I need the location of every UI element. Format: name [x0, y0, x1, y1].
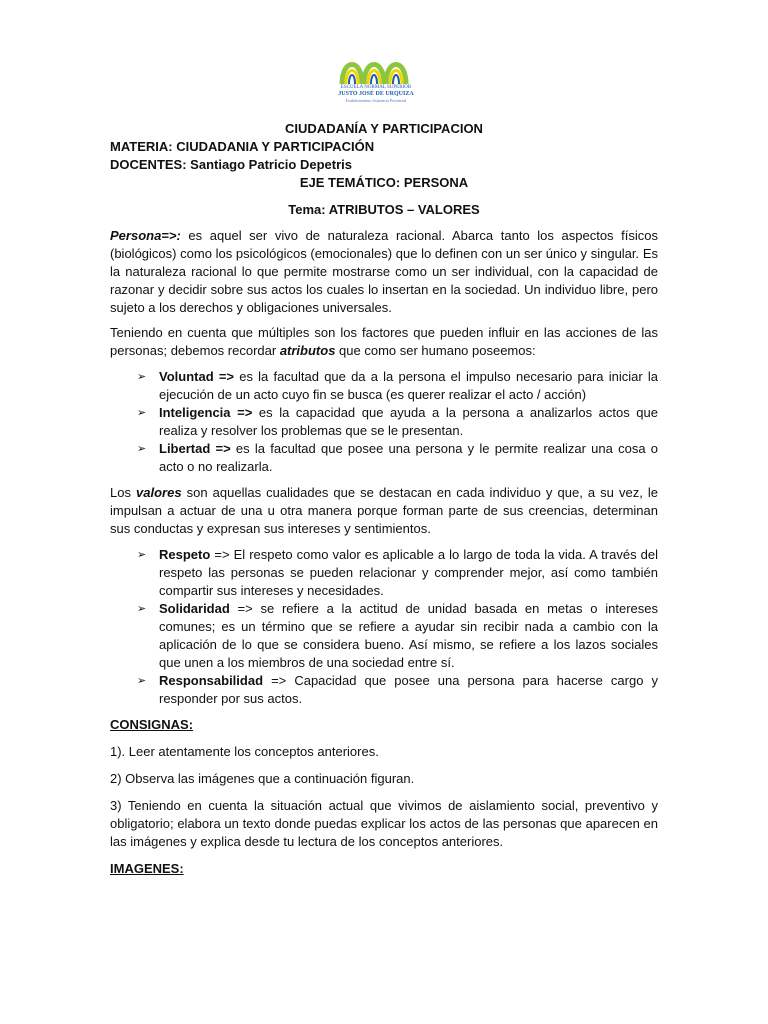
document-title: CIUDADANÍA Y PARTICIPACION	[285, 121, 483, 136]
atributos-intro-before: Teniendo en cuenta que múltiples son los factores que pueden influir en las acciones de las personas; debemos recordar	[110, 325, 658, 358]
list-item	[132, 546, 658, 600]
list-item	[132, 440, 658, 476]
atributo-text: es la facultad que da a la persona el impulso necesario para iniciar la ejecución de un acto cuyo fin se busca (es querer realizar el acto / acción)	[159, 369, 659, 402]
valores-term: valores	[136, 485, 182, 500]
arrow-bullet-icon: ➢	[137, 407, 147, 419]
imagenes-heading: IMAGENES:	[110, 861, 184, 876]
list-item	[132, 600, 658, 672]
consigna-item: 3) Teniendo en cuenta la situación actual que vivimos de aislamiento social, preventivo y obligatorio; elabora un texto donde puedas explicar los actos de las personas que aparecen en las imágenes y explica desde tu lectura de los conceptos anteriores.	[110, 798, 658, 849]
arrow-bullet-icon: ➢	[137, 371, 147, 383]
valor-term: Solidaridad	[159, 601, 230, 616]
atributos-term: atributos	[279, 343, 336, 358]
consignas-heading: CONSIGNAS:	[110, 717, 194, 732]
persona-text: es aquel ser vivo de naturaleza racional. Abarca tanto los aspectos físicos (biológicos) como los psicológicos (emocionales) que lo definen con un ser único y singular. Es la naturaleza racional lo que permite mostrarse como un ser individual, con la capacidad de razonar y decidir sobre sus actos los cuales lo insertan en la sociedad. Un individuo libre, pero sujeto a los derechos y obligaciones universales.	[110, 228, 658, 315]
persona-term: Persona=>:	[110, 228, 181, 243]
atributos-intro-paragraph	[110, 324, 658, 360]
atributos-list	[132, 368, 658, 476]
valor-term: Respeto	[159, 547, 211, 562]
atributo-term: Inteligencia =>	[159, 405, 253, 420]
valores-list	[132, 546, 658, 708]
consigna-item: 1). Leer atentamente los conceptos anteriores.	[110, 744, 379, 759]
arrow-bullet-icon: ➢	[137, 603, 147, 615]
arrow-bullet-icon: ➢	[137, 675, 147, 687]
logo-line-2: JUSTO JOSÉ DE URQUIZA	[338, 91, 414, 97]
atributo-term: Voluntad =>	[159, 369, 235, 384]
arches-logo-icon	[338, 52, 414, 86]
logo-line-1: ESCUELA NORMAL SUPERIOR	[340, 85, 412, 90]
school-logo	[338, 52, 414, 108]
valores-intro-after: son aquellas cualidades que se destacan en cada individuo y que, a su vez, le impulsan a actuar de una u otra manera porque forman parte de sus creencias, determinan sus conductas y expresan sus intereses y sentimientos.	[110, 485, 658, 536]
logo-line-3: Establecimiento Asistencia Provincial	[345, 98, 407, 103]
atributo-text: es la capacidad que ayuda a la persona a analizarlos actos que realiza y resolver los problemas que se le presentan.	[159, 405, 658, 438]
valores-intro-before: Los	[110, 485, 137, 500]
arrow-bullet-icon: ➢	[137, 443, 147, 455]
valor-term: Responsabilidad	[159, 673, 264, 688]
list-item	[132, 404, 658, 440]
list-item	[132, 672, 658, 708]
valor-text: => El respeto como valor es aplicable a lo largo de toda la vida. A través del respeto las personas se pueden relacionar y comprender mejor, así como también compartir sus intereses y necesidades.	[159, 547, 658, 598]
atributos-intro-after: que como ser humano poseemos:	[335, 343, 536, 358]
atributo-term: Libertad =>	[159, 441, 231, 456]
persona-paragraph	[110, 227, 658, 317]
consigna-item: 2) Observa las imágenes que a continuación figuran.	[110, 771, 415, 786]
valor-text: => Capacidad que posee una persona para hacerse cargo y responder por sus actos.	[159, 673, 658, 706]
docentes-line: DOCENTES: Santiago Patricio Depetris	[110, 157, 352, 172]
materia-line: MATERIA: CIUDADANIA Y PARTICIPACIÓN	[110, 139, 375, 154]
eje-tematico-line: EJE TEMÁTICO: PERSONA	[299, 175, 469, 190]
arrow-bullet-icon: ➢	[137, 549, 147, 561]
list-item	[132, 368, 658, 404]
atributo-text: es la facultad que posee una persona y le permite realizar una cosa o acto o no realizarla.	[159, 441, 659, 474]
valor-text: => se refiere a la actitud de unidad basada en metas o intereses comunes; es un término que se refiere a ayudar sin recibir nada a cambio con la aplicación de lo que se considera bueno. Así mismo, se refiere a los lazos sociales que unen a los miembros de una sociedad entre sí.	[159, 601, 658, 670]
valores-intro-paragraph	[110, 484, 658, 538]
tema-line: Tema: ATRIBUTOS – VALORES	[288, 202, 480, 217]
